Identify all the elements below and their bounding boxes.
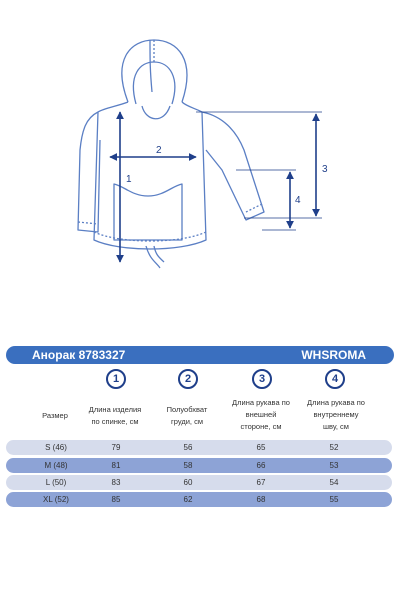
value-cell: 55 <box>329 494 339 504</box>
value-cell: 66 <box>256 460 266 470</box>
value-cell: 85 <box>111 494 121 504</box>
value-cell: 83 <box>111 477 121 487</box>
product-name: Анорак 8783327 <box>32 348 126 362</box>
table-row <box>6 475 392 490</box>
value-cell: 56 <box>183 442 193 452</box>
table-row <box>6 440 392 455</box>
column-header-length: Длина изделия по спинке, см <box>88 405 142 426</box>
column-header-sleeve-outer: Длина рукава по внешней стороне, см <box>232 398 290 431</box>
value-cell: 54 <box>329 477 339 487</box>
value-cell: 58 <box>183 460 193 470</box>
measure-label-4: 4 <box>295 195 301 206</box>
column-number-2: 2 <box>178 369 198 389</box>
table-row <box>6 492 392 507</box>
value-cell: 60 <box>183 477 193 487</box>
column-number-1: 1 <box>106 369 126 389</box>
column-number-3: 3 <box>252 369 272 389</box>
value-cell: 65 <box>256 442 266 452</box>
measure-label-3: 3 <box>322 164 328 175</box>
value-cell: 62 <box>183 494 193 504</box>
value-cell: 79 <box>111 442 121 452</box>
size-cell: L (50) <box>45 477 67 487</box>
brand-name: WHSROMA <box>301 348 366 362</box>
value-cell: 68 <box>256 494 266 504</box>
value-cell: 67 <box>256 477 266 487</box>
size-cell: M (48) <box>44 460 68 470</box>
value-cell: 53 <box>329 460 339 470</box>
value-cell: 52 <box>329 442 339 452</box>
value-cell: 81 <box>111 460 121 470</box>
measurement-numbers <box>126 145 328 206</box>
size-cell: S (46) <box>45 442 67 452</box>
column-header-chest: Полуобхват груди, см <box>166 405 208 426</box>
size-cell: XL (52) <box>43 494 69 504</box>
table-row <box>6 458 392 473</box>
measure-label-1: 1 <box>126 174 132 185</box>
size-column-header: Размер <box>42 411 68 420</box>
garment-outline <box>78 40 264 268</box>
column-header-sleeve-inner: Длина рукава по внутреннему шву, см <box>307 398 365 431</box>
measure-label-2: 2 <box>156 145 162 156</box>
product-title-bar <box>6 346 394 364</box>
column-number-4: 4 <box>325 369 345 389</box>
